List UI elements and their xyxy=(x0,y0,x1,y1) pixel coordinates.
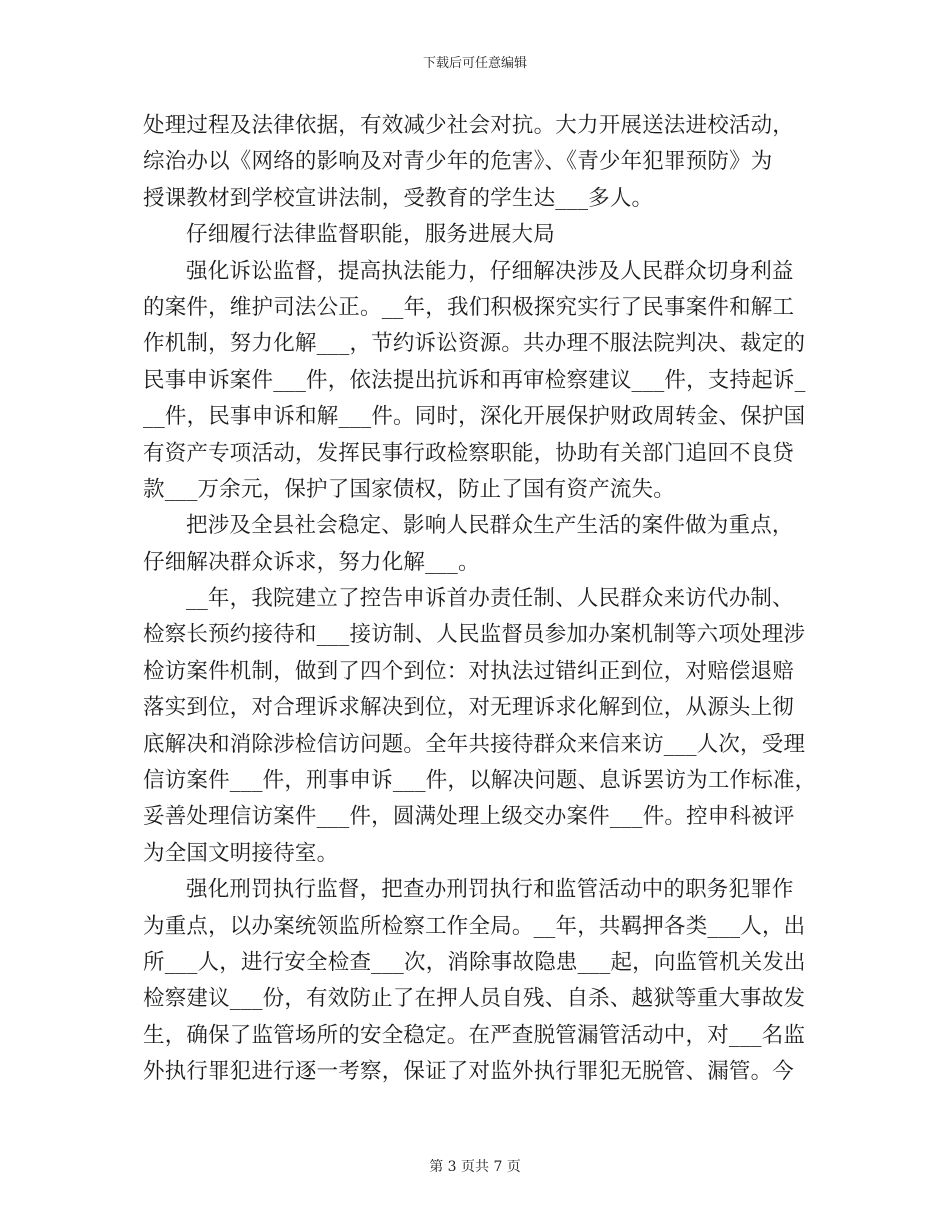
paragraph-start: __年，我院建立了控告申诉首办责任制、人民群众来访代办制、 xyxy=(186,586,794,612)
text-line: 有资产专项活动，发挥民事行政检察职能，协助有关部门追回不良贷 xyxy=(143,440,795,466)
text-line: 作机制，努力化解___，节约诉讼资源。共办理不服法院判决、裁定的 xyxy=(143,331,806,357)
text-line: 综治办以《网络的影响及对青少年的危害》、《青少年犯罪预防》为 xyxy=(143,149,773,175)
text-line: 妥善处理信访案件___件，圆满处理上级交办案件___件。控申科被评 xyxy=(143,804,795,830)
text-line: 处理过程及法律依据，有效减少社会对抗。大力开展送法进校活动， xyxy=(143,113,795,138)
text-line: 检访案件机制，做到了四个到位：对执法过错纠正到位，对赔偿退赔 xyxy=(143,658,795,684)
text-line: 授课教材到学校宣讲法制，受教育的学生达___多人。 xyxy=(143,185,654,211)
text-line: 检察建议___份，有效防止了在押人员自残、自杀、越狱等重大事故发 xyxy=(143,986,806,1012)
paragraph-start: 强化刑罚执行监督，把查办刑罚执行和监管活动中的职务犯罪作 xyxy=(186,877,794,903)
text-line: 外执行罪犯进行逐一考察，保证了对监外执行罪犯无脱管、漏管。今 xyxy=(143,1059,795,1085)
text-line: 民事申诉案件___件，依法提出抗诉和再审检察建议___件，支持起诉_ xyxy=(143,367,806,393)
text-line: 落实到位，对合理诉求解决到位，对无理诉求化解到位，从源头上彻 xyxy=(143,695,795,721)
text-line: 检察长预约接待和___接访制、人民监督员参加办案机制等六项处理涉 xyxy=(143,622,806,648)
text-line: 底解决和消除涉检信访问题。全年共接待群众来信来访___人次，受理 xyxy=(143,731,806,757)
page-footer: 第 3 页共 7 页 xyxy=(429,1159,521,1175)
text-line: 为重点，以办案统领监所检察工作全局。__年，共羁押各类___人，出 xyxy=(143,913,806,939)
text-line: 生，确保了监管场所的安全稳定。在严查脱管漏管活动中，对___名监 xyxy=(143,1022,806,1048)
paragraph-start: 把涉及全县社会稳定、影响人民群众生产生活的案件做为重点， xyxy=(186,513,794,539)
document-body xyxy=(143,108,817,1091)
paragraph-start: 强化诉讼监督，提高执法能力，仔细解决涉及人民群众切身利益 xyxy=(186,258,794,284)
text-line: 所___人，进行安全检查___次，消除事故隐患___起，向监管机关发出 xyxy=(143,949,806,975)
text-line: 款___万余元，保护了国家债权，防止了国有资产流失。 xyxy=(143,476,675,502)
text-line: 仔细解决群众诉求，努力化解___。 xyxy=(143,549,480,575)
text-line: 信访案件___件，刑事申诉___件，以解决问题、息诉罢访为工作标准， xyxy=(143,768,817,794)
text-line: 的案件，维护司法公正。__年，我们积极探究实行了民事案件和解工 xyxy=(143,294,795,320)
page-header: 下载后可任意编辑 xyxy=(422,56,527,71)
section-heading: 仔细履行法律监督职能，服务进展大局 xyxy=(186,222,555,248)
text-line: __件，民事申诉和解___件。同时，深化开展保护财政周转金、保护国 xyxy=(143,404,806,430)
text-line: 为全国文明接待室。 xyxy=(143,840,339,866)
